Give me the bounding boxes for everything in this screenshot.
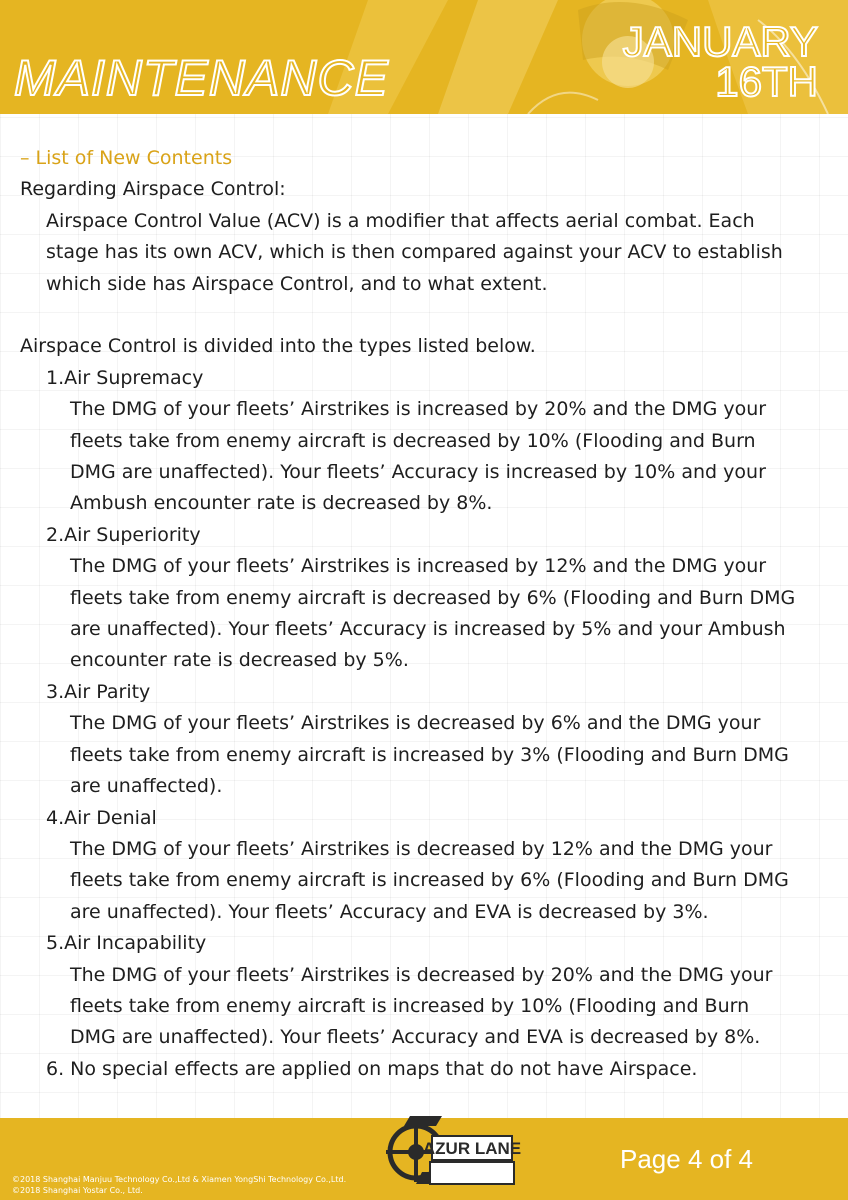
type-title: 3.Air Parity xyxy=(46,680,151,703)
logo-text: AZUR LANE xyxy=(422,1139,522,1158)
airspace-type-air-superiority xyxy=(20,520,830,677)
type-description-line: The DMG of your fleets’ Airstrikes is decreased by 6% and the DMG your xyxy=(70,712,761,735)
acv-line: stage has its own ACV, which is then compared against your ACV to establish xyxy=(46,241,783,264)
type-title: 5.Air Incapability xyxy=(46,932,207,955)
type-description-line: fleets take from enemy aircraft is increased by 6% (Flooding and Burn DMG xyxy=(70,869,789,892)
section-heading: – List of New Contents xyxy=(20,147,233,169)
no-airspace-note: 6. No special effects are applied on maps that do not have Airspace. xyxy=(46,1057,698,1080)
notice-body xyxy=(20,143,830,1085)
type-description-line: DMG are unaffected). Your fleets’ Accuracy is increased by 10% and your xyxy=(70,461,766,484)
azur-lane-logo xyxy=(382,1110,522,1190)
types-intro: Airspace Control is divided into the types listed below. xyxy=(20,335,536,358)
date-day: 16TH xyxy=(715,58,818,105)
type-description-line: Ambush encounter rate is decreased by 8%. xyxy=(70,492,493,515)
acv-line: Airspace Control Value (ACV) is a modifier that affects aerial combat. Each xyxy=(46,209,755,232)
airspace-heading: Regarding Airspace Control: xyxy=(20,178,286,201)
type-title: 4.Air Denial xyxy=(46,806,157,829)
type-description-line: DMG are unaffected). Your fleets’ Accuracy and EVA is decreased by 8%. xyxy=(70,1026,761,1049)
type-description-line: fleets take from enemy aircraft is increased by 10% (Flooding and Burn xyxy=(70,994,750,1017)
acv-line: which side has Airspace Control, and to what extent. xyxy=(46,272,548,295)
copyright-notice xyxy=(12,1174,346,1196)
airspace-type-air-denial xyxy=(20,803,830,929)
airspace-type-air-supremacy xyxy=(20,363,830,520)
type-description-line: are unaffected). xyxy=(70,775,223,798)
type-description-line: fleets take from enemy aircraft is increased by 3% (Flooding and Burn DMG xyxy=(70,743,789,766)
type-description-line: The DMG of your fleets’ Airstrikes is increased by 12% and the DMG your xyxy=(70,555,767,578)
page-number: Page 4 of 4 xyxy=(620,1144,753,1174)
type-description-line: are unaffected). Your fleets’ Accuracy and EVA is decreased by 3%. xyxy=(70,900,709,923)
type-description-line: fleets take from enemy aircraft is decreased by 10% (Flooding and Burn xyxy=(70,429,756,452)
type-title: 2.Air Superiority xyxy=(46,523,201,546)
type-description-line: fleets take from enemy aircraft is decreased by 6% (Flooding and Burn DMG xyxy=(70,586,796,609)
airspace-type-air-parity xyxy=(20,677,830,803)
maintenance-date xyxy=(622,18,818,105)
airspace-type-air-incapability xyxy=(20,928,830,1054)
paragraph-gap xyxy=(20,300,830,331)
maintenance-title: MAINTENANCE xyxy=(14,50,389,106)
type-title: 1.Air Supremacy xyxy=(46,366,204,389)
type-description-line: are unaffected). Your fleets’ Accuracy is increased by 5% and your Ambush xyxy=(70,618,786,641)
type-description-line: encounter rate is decreased by 5%. xyxy=(70,649,409,672)
type-description-line: The DMG of your fleets’ Airstrikes is increased by 20% and the DMG your xyxy=(70,398,767,421)
type-description-line: The DMG of your fleets’ Airstrikes is decreased by 20% and the DMG your xyxy=(70,963,773,986)
type-description-line: The DMG of your fleets’ Airstrikes is decreased by 12% and the DMG your xyxy=(70,837,773,860)
date-month: JANUARY xyxy=(622,18,818,65)
copyright-line: ©2018 Shanghai Manjuu Technology Co.,Ltd & Xiamen YongShi Technology Co.,Ltd. xyxy=(12,1175,347,1184)
copyright-line: ©2018 Shanghai Yostar Co., Ltd. xyxy=(12,1186,143,1195)
header-banner xyxy=(0,0,848,114)
